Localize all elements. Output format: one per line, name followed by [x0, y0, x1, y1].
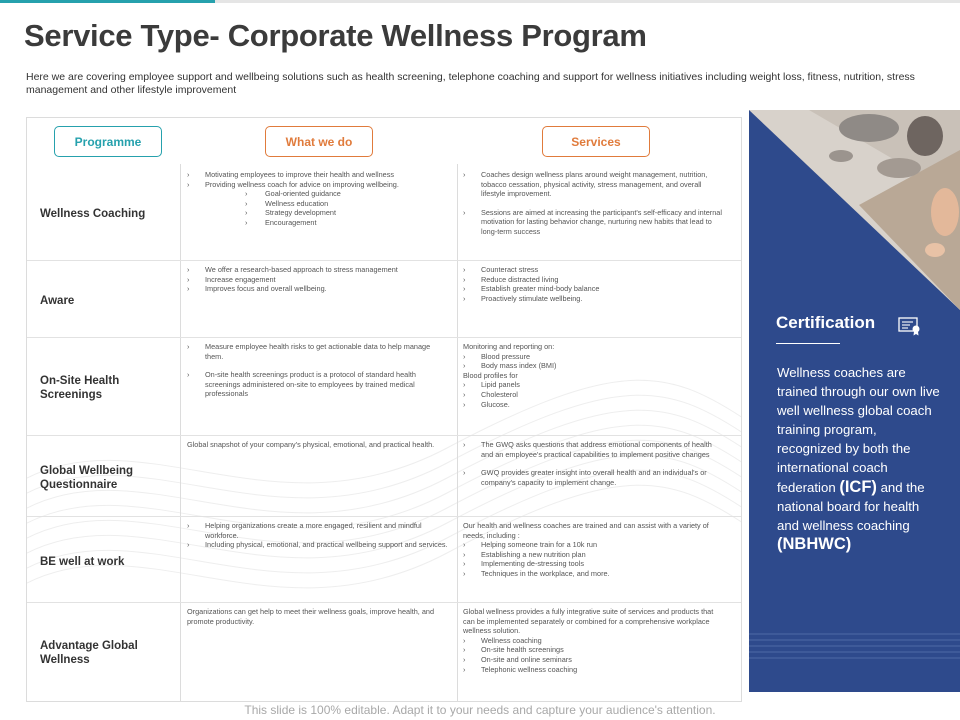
header-services: Services: [542, 126, 650, 157]
list-item: › Establishing a new nutrition plan: [463, 550, 725, 560]
list-item: › Improves focus and overall wellbeing.: [187, 284, 449, 294]
list-item: › GWQ provides greater insight into overall health and an individual's or company's capacity to implement change.: [463, 468, 725, 487]
programme-be-well-at-work: BE well at work: [40, 556, 125, 568]
slide-footer-note: This slide is 100% editable. Adapt it to your needs and capture your audience's attention.: [244, 703, 716, 717]
column-divider: [180, 164, 181, 702]
list-item: › Providing wellness coach for advice on improving wellbeing.: [187, 180, 449, 190]
list-item: › Lipid panels: [463, 380, 725, 390]
list-item: Organizations can get help to meet their wellness goals, improve health, and promote productivity.: [187, 607, 435, 626]
list-item: › Helping organizations create a more engaged, resilient and mindful workforce.: [187, 521, 449, 540]
list-item: › Establish greater mind-body balance: [463, 284, 725, 294]
programme-on-site-health-screenings: On-Site Health Screenings: [40, 375, 120, 401]
yoga-class-photo: [749, 110, 960, 310]
list-spacer: [187, 361, 449, 370]
nbhwc-acronym: (NBHWC): [777, 534, 852, 553]
list-item: › Cholesterol: [463, 390, 725, 400]
services-cell: [463, 265, 725, 303]
list-item: › We offer a research-based approach to stress management: [187, 265, 449, 275]
row-divider: [27, 260, 742, 261]
services-cell: [463, 440, 725, 487]
list-spacer: [463, 459, 725, 468]
list-item: › Motivating employees to improve their health and wellness: [187, 170, 449, 180]
list-item: › Wellness coaching: [463, 636, 725, 646]
list-item: › Coaches design wellness plans around weight management, nutrition, tobacco cessation, physical activity, stress management, and overall lifestyle improvement.: [463, 170, 725, 199]
list-item: Blood profiles for: [463, 370, 518, 380]
list-item: › Proactively stimulate wellbeing.: [463, 294, 725, 304]
row-divider: [27, 337, 742, 338]
certification-underline: [776, 343, 840, 344]
list-item: › Reduce distracted living: [463, 275, 725, 285]
list-item: › The GWQ asks questions that address emotional components of health and an employee's practical capabilities to implement positive changes: [463, 440, 725, 459]
certification-text-part-2: and the national board for health and wellness coaching: [777, 479, 925, 533]
certification-title: Certification: [776, 313, 876, 332]
list-item: › Wellness education: [187, 199, 449, 209]
row-divider: [27, 435, 742, 436]
list-item: Global snapshot of your company's physical, emotional, and practical health.: [187, 440, 435, 449]
list-item: › On-site and online seminars: [463, 655, 725, 665]
list-item: › Goal-oriented guidance: [187, 189, 449, 199]
certification-text: [777, 363, 942, 554]
list-item: › Encouragement: [187, 218, 449, 228]
list-item: › Counteract stress: [463, 265, 725, 275]
top-accent-teal: [0, 0, 215, 3]
certificate-icon: [898, 316, 922, 336]
list-item: › Implementing de-stressing tools: [463, 559, 725, 569]
list-item: › Telephonic wellness coaching: [463, 665, 725, 675]
programme-aware: Aware: [40, 295, 75, 307]
slide-intro: Here we are covering employee support and wellbeing solutions such as health screening, telephone coaching and support for wellness initiatives including weight loss, fitness, nutrition, stress management and other lifestyle improvement: [26, 71, 915, 96]
list-item: › Techniques in the workplace, and more.: [463, 569, 725, 579]
what-we-do-cell: [187, 342, 449, 399]
certification-text-part-1: Wellness coaches are trained through our own live well wellness global coach training program, recognized by both the international coach federation: [777, 365, 940, 495]
header-what-we-do: What we do: [265, 126, 373, 157]
programme-advantage-global-wellness: Advantage Global Wellness: [40, 640, 138, 666]
list-item: › On-site health screenings: [463, 645, 725, 655]
list-item: Our health and wellness coaches are trained and can assist with a variety of needs, including :: [463, 521, 709, 540]
list-item: › Glucose.: [463, 400, 725, 410]
list-item: › Sessions are aimed at increasing the participant's self-efficacy and internal motivation for lasting behavior change, nurturing new habits that lead to long-term success: [463, 208, 725, 237]
list-item: › Strategy development: [187, 208, 449, 218]
header-programme: Programme: [54, 126, 162, 157]
list-item: › Measure employee health risks to get actionable data to help manage them.: [187, 342, 449, 361]
what-we-do-cell: [187, 607, 449, 626]
services-table: [26, 117, 742, 702]
slide-title: Service Type- Corporate Wellness Program: [24, 18, 647, 53]
services-cell: [463, 342, 725, 409]
icf-acronym: (ICF): [839, 477, 877, 496]
what-we-do-cell: [187, 521, 449, 550]
what-we-do-cell: [187, 265, 449, 294]
decorative-stripes: [749, 632, 960, 662]
what-we-do-cell: [187, 440, 449, 450]
list-item: Monitoring and reporting on:: [463, 342, 555, 351]
certification-panel: [749, 110, 960, 692]
programme-wellness-coaching: Wellness Coaching: [40, 208, 146, 220]
what-we-do-cell: [187, 170, 449, 228]
list-item: › Blood pressure: [463, 352, 725, 362]
row-divider: [27, 602, 742, 603]
list-item: › Including physical, emotional, and practical wellbeing support and services.: [187, 540, 449, 550]
row-divider: [27, 516, 742, 517]
list-item: › On-site health screenings product is a protocol of standard health screenings administered on-site to employees by trained medical professionals: [187, 370, 449, 399]
services-cell: [463, 607, 725, 674]
column-divider: [457, 164, 458, 702]
list-item: Global wellness provides a fully integrative suite of services and products that can be implemented separately or combined for a comprehensive workplace wellness solution.: [463, 607, 714, 636]
list-item: › Helping someone train for a 10k run: [463, 540, 725, 550]
services-cell: [463, 521, 725, 579]
top-accent-bar: [0, 0, 960, 3]
services-cell: [463, 170, 725, 237]
programme-global-wellbeing-questionnaire: Global Wellbeing Questionnaire: [40, 465, 134, 491]
list-spacer: [463, 199, 725, 208]
list-item: › Increase engagement: [187, 275, 449, 285]
list-item: › Body mass index (BMI): [463, 361, 725, 371]
